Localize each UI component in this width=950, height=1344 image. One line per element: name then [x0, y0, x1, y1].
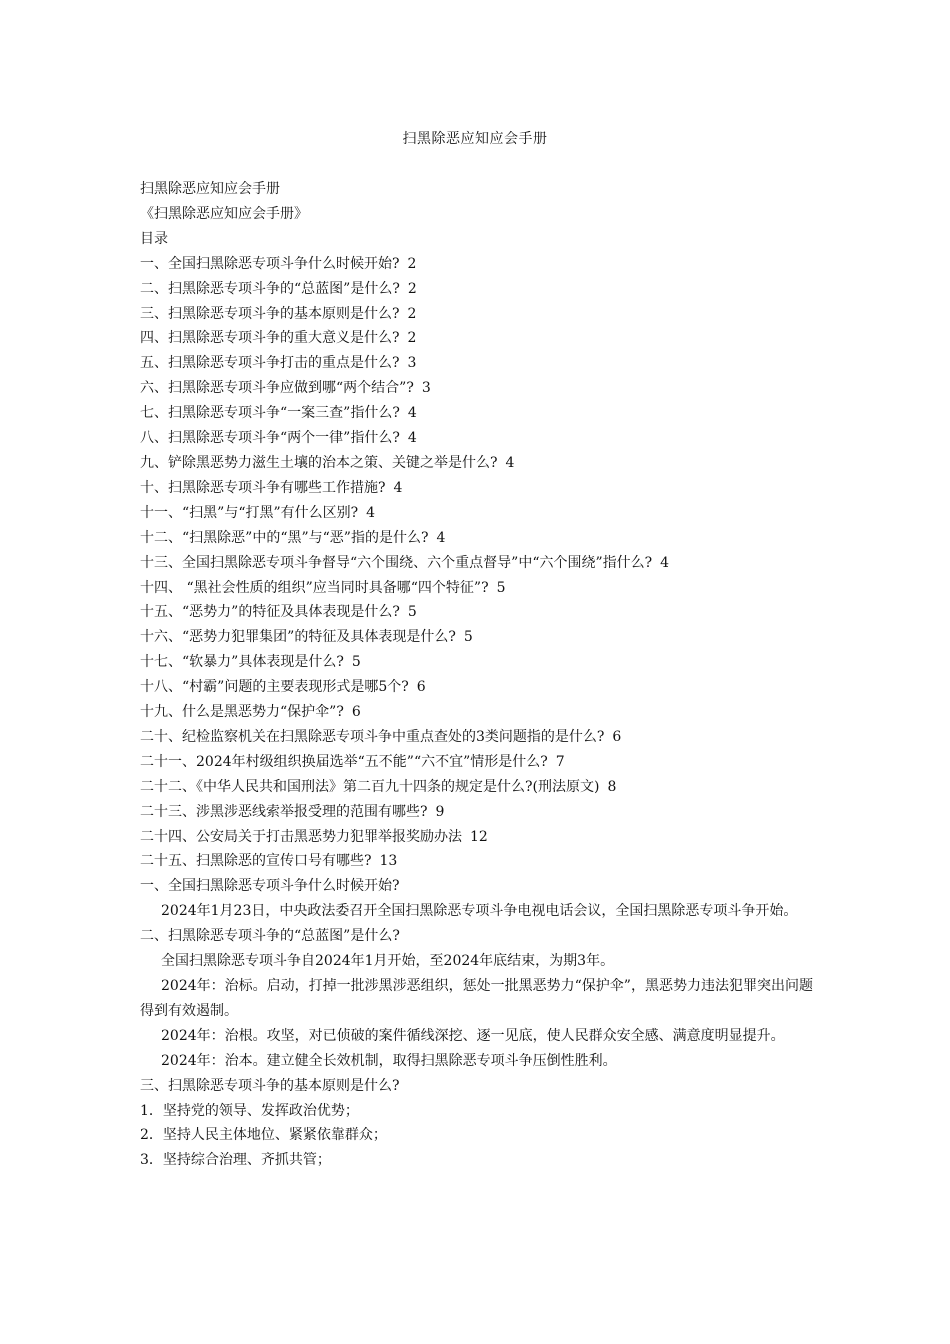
toc-entry-text: 一、全国扫黑除恶专项斗争什么时候开始? — [140, 255, 400, 272]
section-heading: 二、扫黑除恶专项斗争的“总蓝图”是什么? — [140, 928, 400, 945]
toc-entry-text: 二十二、《中华人民共和国刑法》第二百九十四条的规定是什么?(刑法原文) — [140, 778, 600, 795]
toc-entry-page: 3 — [421, 380, 431, 397]
toc-entry-page: 5 — [351, 654, 361, 671]
toc-entry[interactable] — [140, 700, 820, 725]
toc-entry[interactable] — [140, 625, 820, 650]
toc-entry[interactable] — [140, 252, 820, 277]
body-paragraph: 全国扫黑除恶专项斗争自2024年1月开始，至2024年底结束，为期3年。 — [161, 953, 615, 970]
toc-entry-text: 二、扫黑除恶专项斗争的“总蓝图”是什么? — [140, 280, 400, 297]
toc-entry[interactable] — [140, 501, 820, 526]
toc-entry-text: 二十一、2024年村级组织换届选举“五不能”“六不宜”情形是什么? — [140, 753, 548, 770]
toc-entry-text: 八、扫黑除恶专项斗争“两个一律”指什么? — [140, 430, 400, 447]
toc-entry[interactable] — [140, 351, 820, 376]
toc-entry-page: 7 — [555, 753, 565, 770]
toc-entry-page: 4 — [393, 479, 403, 496]
toc-entry-text: 二十三、涉黑涉恶线索举报受理的范围有哪些? — [140, 803, 428, 820]
section-heading: 三、扫黑除恶专项斗争的基本原则是什么? — [140, 1077, 400, 1094]
toc-entry[interactable] — [140, 750, 820, 775]
page-header-title: 扫黑除恶应知应会手册 — [402, 131, 548, 147]
toc-entry[interactable] — [140, 650, 820, 675]
section-heading: 3．坚持综合治理、齐抓共管； — [140, 1152, 331, 1169]
toc-entry-page: 4 — [660, 554, 670, 571]
section-heading: 1．坚持党的领导、发挥政治优势； — [140, 1102, 359, 1119]
toc-entry-page: 2 — [407, 305, 417, 322]
toc-entry[interactable] — [140, 277, 820, 302]
toc-entry-text: 十三、全国扫黑除恶专项斗争督导“六个围绕、六个重点督导”中“六个围绕”指什么? — [140, 554, 653, 571]
toc-entry-page: 2 — [407, 280, 417, 297]
toc-entry-text: 十六、“恶势力犯罪集团”的特征及具体表现是什么? — [140, 629, 456, 646]
toc-entry[interactable] — [140, 675, 820, 700]
toc-entry-page: 5 — [496, 579, 506, 596]
toc-entry-text: 二十四、公安局关于打击黑恶势力犯罪举报奖励办法 — [140, 828, 462, 845]
toc-entry-text: 十二、“扫黑除恶”中的“黑”与“恶”指的是什么? — [140, 529, 429, 546]
toc-entry-text: 十、扫黑除恶专项斗争有哪些工作措施? — [140, 479, 386, 496]
document-content — [140, 177, 820, 1173]
toc-entry-text: 十五、“恶势力”的特征及具体表现是什么? — [140, 604, 400, 621]
toc-entry[interactable] — [140, 376, 820, 401]
toc-entry-page: 4 — [505, 454, 515, 471]
toc-entry-page: 4 — [407, 430, 417, 447]
document-title: 扫黑除恶应知应会手册 — [140, 181, 280, 197]
toc-entry[interactable] — [140, 476, 820, 501]
toc-entry[interactable] — [140, 725, 820, 750]
toc-entry[interactable] — [140, 849, 820, 874]
book-title: 《扫黑除恶应知应会手册》 — [140, 205, 308, 222]
toc-entry-page: 9 — [435, 803, 445, 820]
toc-entry-page: 6 — [351, 704, 361, 721]
toc-entry-text: 七、扫黑除恶专项斗争“一案三查”指什么? — [140, 405, 400, 422]
toc-entry-page: 4 — [407, 405, 417, 422]
toc-entry-page: 2 — [407, 330, 417, 347]
toc-entry-text: 四、扫黑除恶专项斗争的重大意义是什么? — [140, 330, 400, 347]
toc-entry[interactable] — [140, 576, 820, 601]
table-of-contents — [140, 252, 820, 875]
toc-entry[interactable] — [140, 302, 820, 327]
toc-entry-text: 十七、“软暴力”具体表现是什么? — [140, 654, 344, 671]
body-paragraph: 2024年：治本。建立健全长效机制，取得扫黑除恶专项斗争压倒性胜利。 — [161, 1052, 617, 1069]
toc-entry[interactable] — [140, 451, 820, 476]
toc-entry[interactable] — [140, 326, 820, 351]
body-paragraph: 2024年：治根。攻坚，对已侦破的案件循线深挖、逐一见底，使人民群众安全感、满意度明显提升。 — [161, 1027, 785, 1044]
body-paragraph: 2024年1月23日，中央政法委召开全国扫黑除恶专项斗争电视电话会议，全国扫黑除恶专项斗争开始。 — [161, 903, 798, 920]
toc-entry-page: 2 — [407, 255, 417, 272]
toc-entry-page: 4 — [366, 504, 376, 521]
toc-entry[interactable] — [140, 426, 820, 451]
toc-entry[interactable] — [140, 526, 820, 551]
toc-entry-page: 5 — [463, 629, 473, 646]
toc-heading: 目录 — [140, 230, 168, 247]
toc-entry-text: 十九、什么是黑恶势力“保护伞”? — [140, 704, 344, 721]
toc-entry-text: 六、扫黑除恶专项斗争应做到哪“两个结合”? — [140, 380, 414, 397]
section-heading: 2．坚持人民主体地位、紧紧依靠群众； — [140, 1127, 387, 1144]
toc-entry-text: 五、扫黑除恶专项斗争打击的重点是什么? — [140, 355, 400, 372]
toc-entry[interactable] — [140, 600, 820, 625]
toc-entry-text: 十四、 “黑社会性质的组织”应当同时具备哪“四个特征”? — [140, 579, 489, 596]
document-body — [140, 874, 820, 1173]
toc-entry-page: 13 — [379, 853, 398, 870]
toc-entry-text: 十八、“村霸”问题的主要表现形式是哪5个? — [140, 679, 409, 696]
toc-entry-page: 12 — [470, 828, 488, 845]
toc-entry[interactable] — [140, 775, 820, 800]
body-paragraph: 2024年：治标。启动，打掉一批涉黑涉恶组织，惩处一批黑恶势力“保护伞”，黑恶势力违法犯罪突出问题得到有效遏制。 — [140, 978, 813, 1019]
toc-entry[interactable] — [140, 825, 820, 850]
toc-entry-text: 十一、“扫黑”与“打黑”有什么区别? — [140, 504, 359, 521]
toc-entry-page: 6 — [416, 679, 426, 696]
toc-entry-text: 二十、纪检监察机关在扫黑除恶专项斗争中重点查处的3类问题指的是什么? — [140, 728, 605, 745]
toc-entry[interactable] — [140, 800, 820, 825]
toc-entry[interactable] — [140, 551, 820, 576]
toc-entry-page: 3 — [407, 355, 417, 372]
toc-entry-page: 4 — [436, 529, 446, 546]
toc-entry-text: 二十五、扫黑除恶的宣传口号有哪些? — [140, 853, 372, 870]
toc-entry[interactable] — [140, 401, 820, 426]
toc-entry-text: 三、扫黑除恶专项斗争的基本原则是什么? — [140, 305, 400, 322]
toc-entry-page: 6 — [612, 728, 622, 745]
toc-entry-page: 8 — [607, 778, 617, 795]
toc-entry-text: 九、铲除黑恶势力滋生土壤的治本之策、关键之举是什么? — [140, 454, 498, 471]
toc-entry-page: 5 — [407, 604, 417, 621]
section-heading: 一、全国扫黑除恶专项斗争什么时候开始? — [140, 878, 400, 895]
